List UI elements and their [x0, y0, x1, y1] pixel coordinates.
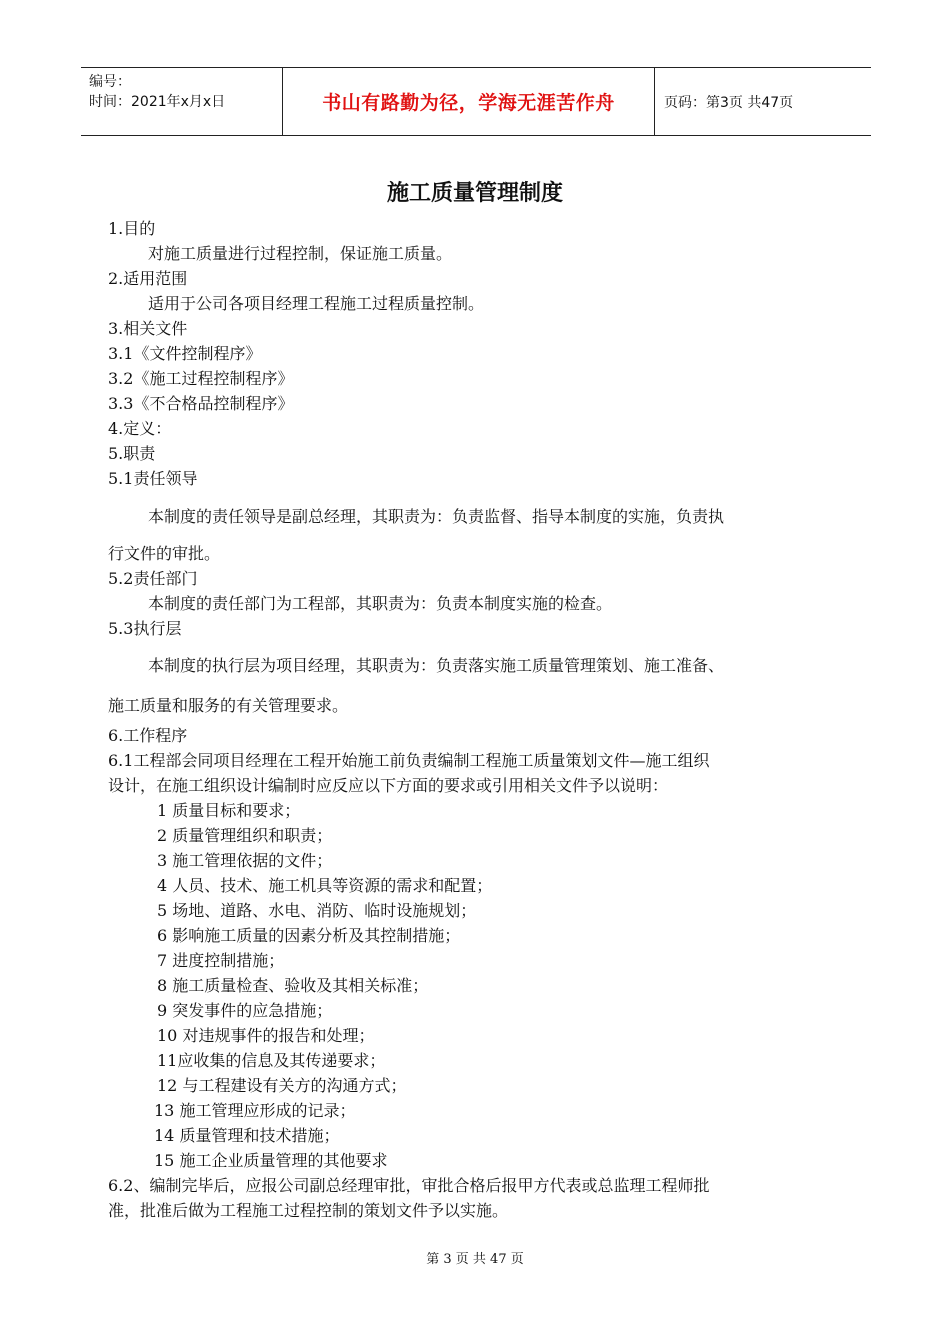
section-heading: 2.适用范围	[108, 269, 188, 288]
section-heading: 4.定义：	[108, 419, 172, 438]
document-title: 施工质量管理制度	[386, 181, 563, 206]
list-item: 14 质量管理和技术措施；	[154, 1126, 340, 1145]
document-date: 时间：2021年x月x日	[89, 94, 226, 110]
list-item: 11应收集的信息及其传递要求；	[157, 1051, 386, 1070]
list-item: 4 人员、技术、施工机具等资源的需求和配置；	[157, 876, 493, 895]
page-footer: 第 3 页 共 47 页	[426, 1252, 524, 1267]
paragraph: 6.1工程部会同项目经理在工程开始施工前负责编制工程施工质量策划文件—施工组织	[108, 751, 710, 770]
list-item: 8 施工质量检查、验收及其相关标准；	[157, 976, 429, 995]
subsection-heading: 5.3执行层	[108, 619, 182, 638]
paragraph: 对施工质量进行过程控制，保证施工质量。	[148, 244, 453, 263]
list-item: 10 对违规事件的报告和处理；	[157, 1026, 375, 1045]
header-page-info: 页码：第3页 共47页	[664, 94, 794, 111]
paragraph: 行文件的审批。	[108, 544, 221, 563]
paragraph: 施工质量和服务的有关管理要求。	[108, 696, 349, 715]
list-item: 3 施工管理依据的文件；	[157, 851, 333, 870]
subsection-heading: 5.2责任部门	[108, 569, 198, 588]
list-item: 12 与工程建设有关方的沟通方式；	[157, 1076, 407, 1095]
list-item: 7 进度控制措施；	[157, 951, 285, 970]
list-item: 3.3《不合格品控制程序》	[108, 394, 294, 413]
subsection-heading: 5.1责任领导	[108, 469, 198, 488]
paragraph: 适用于公司各项目经理工程施工过程质量控制。	[148, 294, 485, 313]
section-heading: 6.工作程序	[108, 726, 188, 745]
paragraph: 准，批准后做为工程施工过程控制的策划文件予以实施。	[108, 1201, 509, 1220]
list-item: 5 场地、道路、水电、消防、临时设施规划；	[157, 901, 477, 920]
list-item: 13 施工管理应形成的记录；	[154, 1101, 356, 1120]
page-header	[81, 67, 871, 136]
header-meta	[81, 68, 282, 135]
paragraph: 设计，在施工组织设计编制时应反应以下方面的要求或引用相关文件予以说明：	[108, 776, 669, 795]
list-item: 3.2《施工过程控制程序》	[108, 369, 294, 388]
header-motto: 书山有路勤为径，学海无涯苦作舟	[322, 92, 615, 114]
paragraph: 本制度的责任部门为工程部，其职责为：负责本制度实施的检查。	[148, 594, 613, 613]
section-heading: 3.相关文件	[108, 319, 188, 338]
list-item: 6 影响施工质量的因素分析及其控制措施；	[157, 926, 461, 945]
section-heading: 5.职责	[108, 444, 156, 463]
list-item: 2 质量管理组织和职责；	[157, 826, 333, 845]
paragraph: 本制度的执行层为项目经理，其职责为：负责落实施工质量管理策划、施工准备、	[148, 656, 725, 675]
list-item: 1 质量目标和要求；	[157, 801, 301, 820]
paragraph: 6.2、编制完毕后，应报公司副总经理审批，审批合格后报甲方代表或总监理工程师批	[108, 1176, 710, 1195]
document-number: 编号：	[89, 74, 131, 90]
header-motto-cell	[282, 68, 655, 135]
list-item: 3.1《文件控制程序》	[108, 344, 262, 363]
list-item: 9 突发事件的应急措施；	[157, 1001, 333, 1020]
section-heading: 1.目的	[108, 219, 156, 238]
list-item: 15 施工企业质量管理的其他要求	[154, 1151, 388, 1170]
paragraph: 本制度的责任领导是副总经理，其职责为：负责监督、指导本制度的实施，负责执	[148, 507, 725, 526]
